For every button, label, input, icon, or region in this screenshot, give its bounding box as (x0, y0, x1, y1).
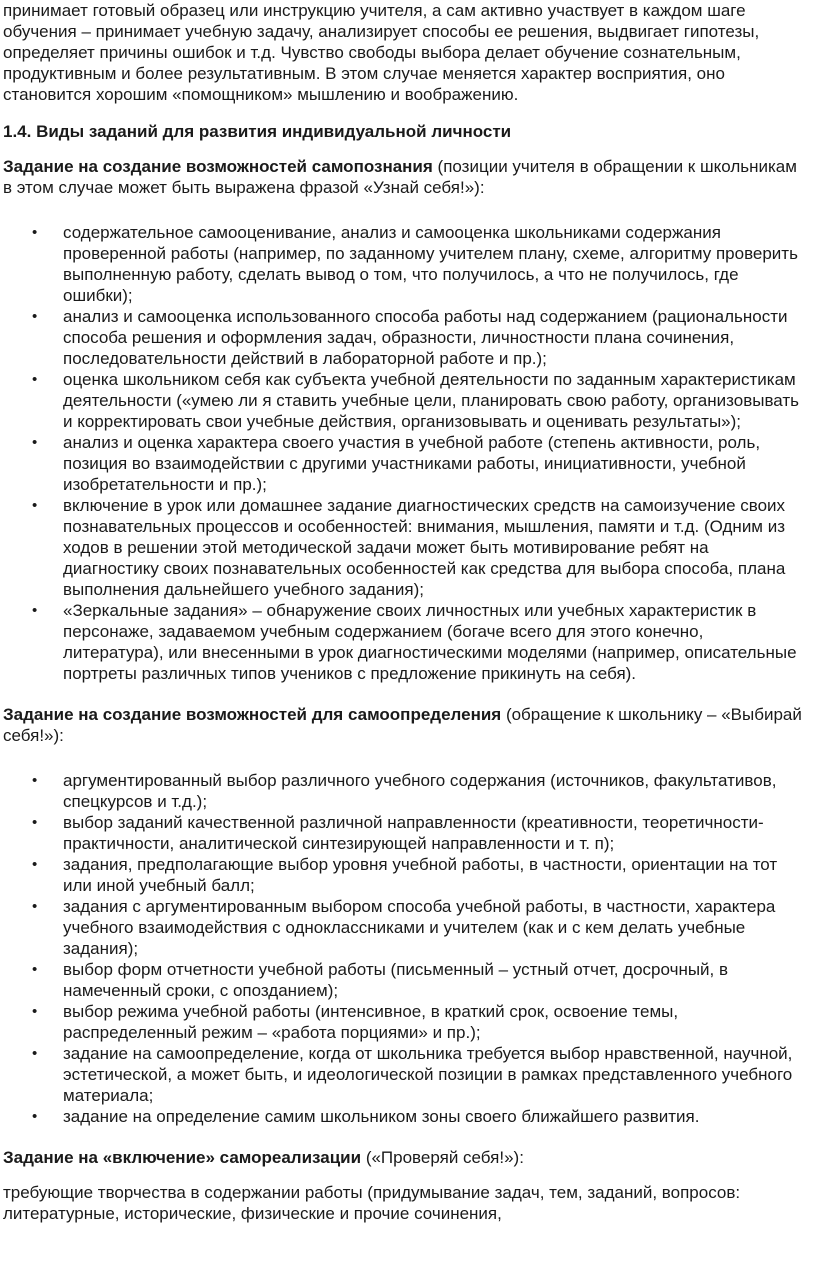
list-item (3, 1001, 803, 1043)
section1-title (3, 156, 803, 198)
section2-list (3, 770, 803, 1127)
bullet-icon: • (32, 1108, 38, 1125)
list-item (3, 1106, 803, 1127)
bullet-icon: • (32, 497, 38, 514)
section3-title-rest: («Проверяй себя!»): (361, 1148, 524, 1167)
section1-title-rest: (позиции учителя в обращении к школьникам в этом случае может быть выражена фразой «Узнай себя!»): (3, 157, 797, 197)
tail-paragraph: требующие творчества в содержании работы (придумывание задач, тем, заданий, вопросов: литературные, исторические, физические и прочие сочинения, (3, 1183, 741, 1223)
list-item-text: содержательное самооценивание, анализ и самооценка школьниками содержания проверенной работы (например, по заданному учителем плану, схеме, алгоритму проверить выполненную работу, сделать вывод о том, что получилось, а что не получилось, где ошибки); (63, 223, 798, 305)
list-item (3, 306, 803, 369)
list-item (3, 495, 803, 600)
bullet-icon: • (32, 856, 38, 873)
list-item-text: анализ и оценка характера своего участия в учебной работе (степень активности, роль, позиция во взаимодействии с другими участниками работы, инициативности, учебной изобретательности и пр.); (63, 433, 761, 494)
section-heading: 1.4. Виды заданий для развития индивидуальной личности (3, 122, 512, 141)
section2-title (3, 704, 803, 746)
bullet-icon: • (32, 961, 38, 978)
section3-title (3, 1147, 803, 1168)
list-item-text: оценка школьником себя как субъекта учебной деятельности по заданным характеристикам деятельности («умею ли я ставить учебные цели, планировать свою работу, организовывать и корректировать свои учебные действия, организовывать и оценивать результаты»); (63, 370, 800, 431)
bullet-icon: • (32, 1045, 38, 1062)
section3-title-bold: Задание на «включение» самореализации (3, 1148, 362, 1167)
bullet-icon: • (32, 434, 38, 451)
list-item (3, 222, 803, 306)
bullet-icon: • (32, 1003, 38, 1020)
list-item-text: задание на самоопределение, когда от школьника требуется выбор нравственной, научной, эстетической, а может быть, и идеологической позиции в рамках представленного учебного материала; (63, 1044, 793, 1105)
bullet-icon: • (32, 308, 38, 325)
list-item (3, 959, 803, 1001)
list-item-text: выбор режима учебной работы (интенсивное, в краткий срок, освоение темы, распределенный режим – «работа порциями» и пр.); (63, 1002, 679, 1042)
list-item (3, 896, 803, 959)
bullet-icon: • (32, 371, 38, 388)
section1-title-bold: Задание на создание возможностей самопознания (3, 157, 433, 176)
list-item-text: задания, предполагающие выбор уровня учебной работы, в частности, ориентации на тот или иной учебный балл; (63, 855, 778, 895)
bullet-icon: • (32, 814, 38, 831)
list-item-text: аргументированный выбор различного учебного содержания (источников, факультативов, спецкурсов и т.д.); (63, 771, 777, 811)
list-item (3, 1043, 803, 1106)
list-item (3, 600, 803, 684)
list-item (3, 854, 803, 896)
list-item-text: включение в урок или домашнее задание диагностических средств на самоизучение своих познавательных процессов и особенностей: внимания, мышления, памяти и т.д. (Одним из ходов в решении этой методической задачи может быть мотивирование ребят на диагностику своих познавательных особенностей как средства для выбора способа, плана выполнения дальнейшего учебного задания); (63, 496, 786, 599)
list-item (3, 770, 803, 812)
section2-title-rest: (обращение к школьнику – «Выбирай себя!»): (3, 705, 802, 745)
list-item-text: выбор форм отчетности учебной работы (письменный – устный отчет, досрочный, в намеченный сроки, с опозданием); (63, 960, 729, 1000)
list-item (3, 369, 803, 432)
list-item-text: задание на определение самим школьником зоны своего ближайшего развития. (63, 1107, 700, 1126)
intro-paragraph: принимает готовый образец или инструкцию учителя, а сам активно участвует в каждом шаге обучения – принимает учебную задачу, анализирует способы ее решения, выдвигает гипотезы, определяет причины ошибок и т.д. Чувство свободы выбора делает обучение сознательным, продуктивным и более результативным. В этом случае меняется характер восприятия, оно становится хорошим «помощником» мышлению и воображению. (3, 1, 760, 104)
bullet-icon: • (32, 772, 38, 789)
list-item (3, 432, 803, 495)
list-item-text: задания с аргументированным выбором способа учебной работы, в частности, характера учебного взаимодействия с одноклассниками и учителем (как и с кем делать учебные задания); (63, 897, 776, 958)
list-item (3, 812, 803, 854)
list-item-text: выбор заданий качественной различной направленности (креативности, теоретичности-практичности, аналитической синтезирующей направленности и т. п); (63, 813, 764, 853)
bullet-icon: • (32, 602, 38, 619)
bullet-icon: • (32, 224, 38, 241)
list-item-text: анализ и самооценка использованного способа работы над содержанием (рациональности способа решения и оформления задач, образности, личностности плана сочинения, последовательности действий в лабораторной работе и пр.); (63, 307, 788, 368)
section2-title-bold: Задание на создание возможностей для самоопределения (3, 705, 502, 724)
section1-list (3, 222, 803, 684)
list-item-text: «Зеркальные задания» – обнаружение своих личностных или учебных характеристик в персонаже, задаваемом учебным содержанием (богаче всего для этого конечно, литература), или внесенными в урок диагностическими моделями (например, описательные портреты различных типов учеников с предложение прикинуть на себя). (63, 601, 797, 683)
bullet-icon: • (32, 898, 38, 915)
